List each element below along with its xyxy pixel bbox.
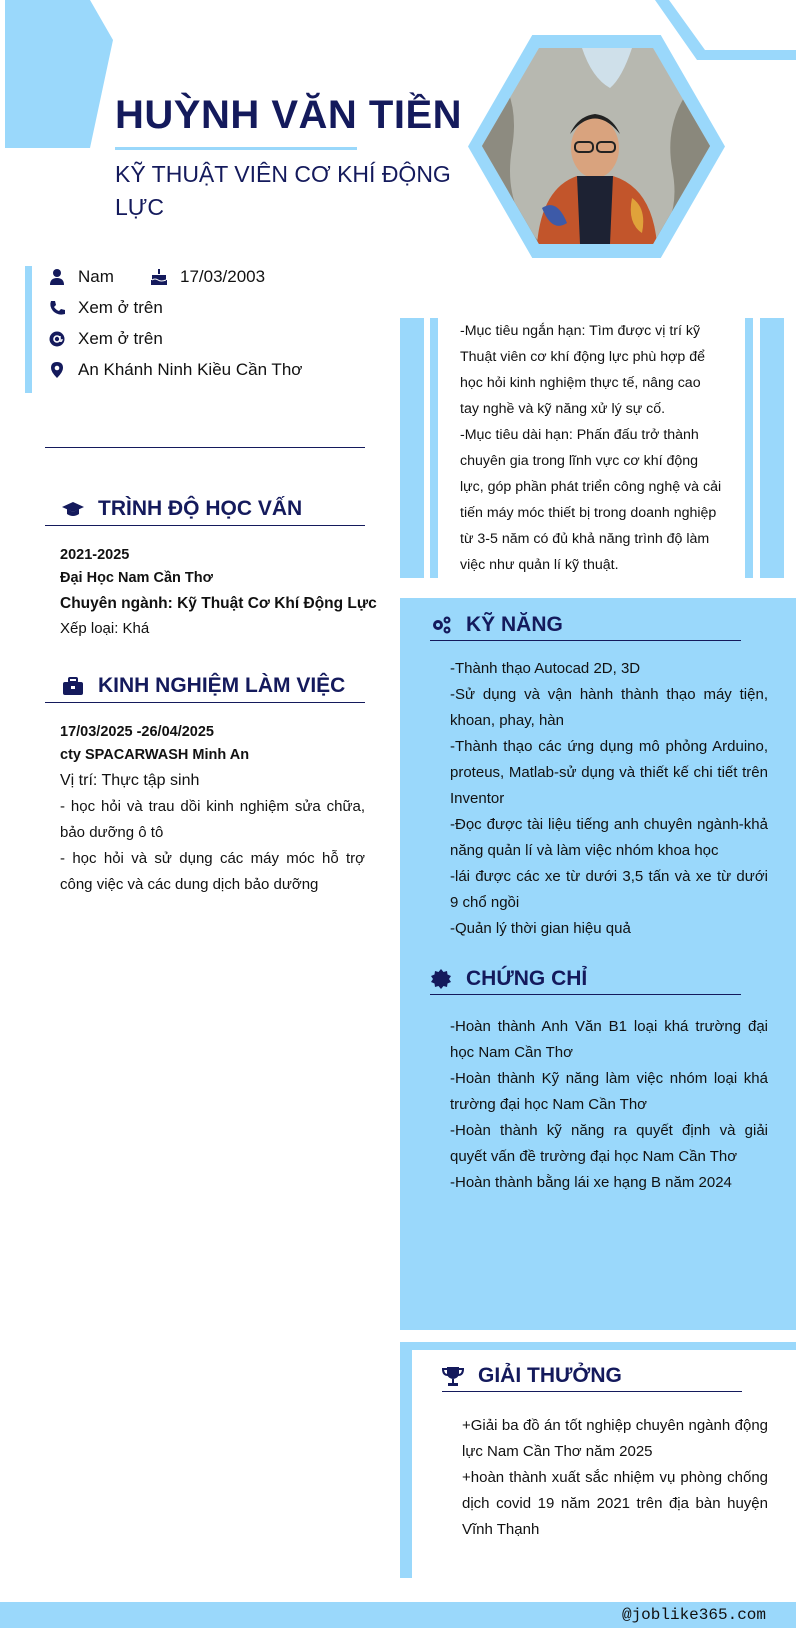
birthday-value: 17/03/2003 xyxy=(180,267,266,286)
awards-bar-left xyxy=(400,1342,412,1578)
awards-list xyxy=(462,1413,768,1543)
experience-company: cty SPACARWASH Minh An xyxy=(60,747,250,763)
email-value: Xem ở trên xyxy=(78,329,163,348)
education-school: Đại Học Nam Cần Thơ xyxy=(60,570,213,586)
experience-heading xyxy=(62,674,345,698)
corner-decoration-left xyxy=(5,0,113,148)
education-grade: Xếp loại: Khá xyxy=(60,620,150,637)
skill-item: -Sử dụng và vận hành thành thạo máy tiện, khoan, phay, hàn xyxy=(450,686,768,729)
divider xyxy=(45,447,365,448)
goal-long-term: -Mục tiêu dài hạn: Phấn đấu trở thành chuyên gia trong lĩnh vực cơ khí động lực, góp phần phát triển công nghệ và cải tiến máy móc thiết bị trong doanh nghiệp từ 3-5 năm có đủ khả năng trình độ làm việc như quản lí kỹ thuật. xyxy=(460,427,722,573)
education-underline xyxy=(45,525,365,526)
award-item: +Giải ba đồ án tốt nghiệp chuyên ngành động lực Nam Cần Thơ năm 2025 xyxy=(462,1417,768,1460)
footer-watermark: @joblike365.com xyxy=(621,1606,766,1624)
education-heading-text: TRÌNH ĐỘ HỌC VẤN xyxy=(98,497,303,520)
education-major: Chuyên ngành: Kỹ Thuật Cơ Khí Động Lực xyxy=(60,595,377,612)
gender-value: Nam xyxy=(78,267,114,286)
candidate-name: HUỲNH VĂN TIỀN xyxy=(115,93,463,137)
contact-email xyxy=(48,329,163,349)
certificate-item: -Hoàn thành kỹ năng ra quyết định và giải quyết vấn đề trường đại học Nam Cần Thơ xyxy=(450,1122,768,1165)
certificate-item: -Hoàn thành Kỹ năng làm việc nhóm loại khá trường đại học Nam Cần Thơ xyxy=(450,1070,768,1113)
skills-list xyxy=(450,656,768,942)
education-years: 2021-2025 xyxy=(60,547,130,563)
address-value: An Khánh Ninh Kiều Cần Thơ xyxy=(78,360,303,379)
experience-heading-text: KINH NGHIỆM LÀM VIỆC xyxy=(98,674,346,697)
skill-item: -Thành thạo Autocad 2D, 3D xyxy=(450,660,641,677)
experience-period: 17/03/2025 -26/04/2025 xyxy=(60,724,214,740)
experience-underline xyxy=(45,702,365,703)
goal-bar-right-outer xyxy=(760,318,784,578)
graduation-cap-icon xyxy=(62,498,84,520)
certificate-badge-icon xyxy=(430,968,452,990)
certificates-heading-text: CHỨNG CHỈ xyxy=(466,967,588,990)
skills-heading-text: KỸ NĂNG xyxy=(466,613,563,636)
goal-short-term: -Mục tiêu ngắn hạn: Tìm được vị trí kỹ Thuật viên cơ khí động lực phù hợp để học hỏi kinh nghiệm thực tế, nâng cao tay nghề và kỹ năng xử lý sự cố. xyxy=(460,323,706,417)
awards-heading-text: GIẢI THƯỞNG xyxy=(478,1364,622,1387)
skill-item: -Quản lý thời gian hiệu quả xyxy=(450,920,631,937)
goal-bar-left-inner xyxy=(430,318,438,578)
job-title: KỸ THUẬT VIÊN CƠ KHÍ ĐỘNG LỰC xyxy=(115,161,451,220)
contact-accent-bar xyxy=(25,266,32,393)
briefcase-icon xyxy=(62,675,84,697)
phone-icon xyxy=(48,299,66,317)
goal-bar-right-inner xyxy=(745,318,753,578)
name-underline xyxy=(115,147,357,150)
gears-icon xyxy=(430,614,452,636)
experience-duty-1: - học hỏi và trau dồi kinh nghiệm sửa chữa, bảo dưỡng ô tô xyxy=(60,798,365,841)
awards-underline xyxy=(442,1391,742,1392)
experience-position: Vị trí: Thực tập sinh xyxy=(60,772,200,789)
awards-bar-top xyxy=(400,1342,796,1350)
contact-phone xyxy=(48,298,163,318)
skill-item: -lái được các xe từ dưới 3,5 tấn và xe từ dưới 9 chổ ngồi xyxy=(450,868,768,911)
certificates-list xyxy=(450,1014,768,1196)
goal-bar-left-outer xyxy=(400,318,424,578)
certificates-underline xyxy=(430,994,741,995)
certificate-item: -Hoàn thành Anh Văn B1 loại khá trường đại học Nam Cần Thơ xyxy=(450,1018,768,1061)
location-pin-icon xyxy=(48,361,66,379)
skills-underline xyxy=(430,640,741,641)
contact-gender xyxy=(48,267,114,287)
skill-item: -Thành thạo các ứng dụng mô phỏng Arduino, proteus, Matlab-sử dụng và thiết kế chi tiết trên Inventor xyxy=(450,738,768,807)
certificate-item: -Hoàn thành bằng lái xe hạng B năm 2024 xyxy=(450,1174,732,1191)
career-goals xyxy=(460,318,722,578)
phone-value: Xem ở trên xyxy=(78,298,163,317)
person-icon xyxy=(48,268,66,286)
trophy-icon xyxy=(442,1365,464,1387)
skills-heading xyxy=(430,613,563,637)
awards-heading xyxy=(442,1364,622,1388)
certificates-heading xyxy=(430,967,587,991)
corner-decoration-right xyxy=(655,0,796,62)
skill-item: -Đọc được tài liệu tiếng anh chuyên ngành-khả năng quản lí và làm việc nhóm khoa học xyxy=(450,816,768,859)
education-heading xyxy=(62,497,302,521)
at-sign-icon xyxy=(48,330,66,348)
contact-birthday xyxy=(150,267,265,287)
experience-duty-2: - học hỏi và sử dụng các máy móc hỗ trợ công việc và các dung dịch bảo dưỡng xyxy=(60,850,365,893)
contact-address xyxy=(48,360,302,380)
award-item: +hoàn thành xuất sắc nhiệm vụ phòng chống dịch covid 19 năm 2021 trên địa bàn huyện Vĩnh Thạnh xyxy=(462,1469,768,1538)
birthday-cake-icon xyxy=(150,268,168,286)
